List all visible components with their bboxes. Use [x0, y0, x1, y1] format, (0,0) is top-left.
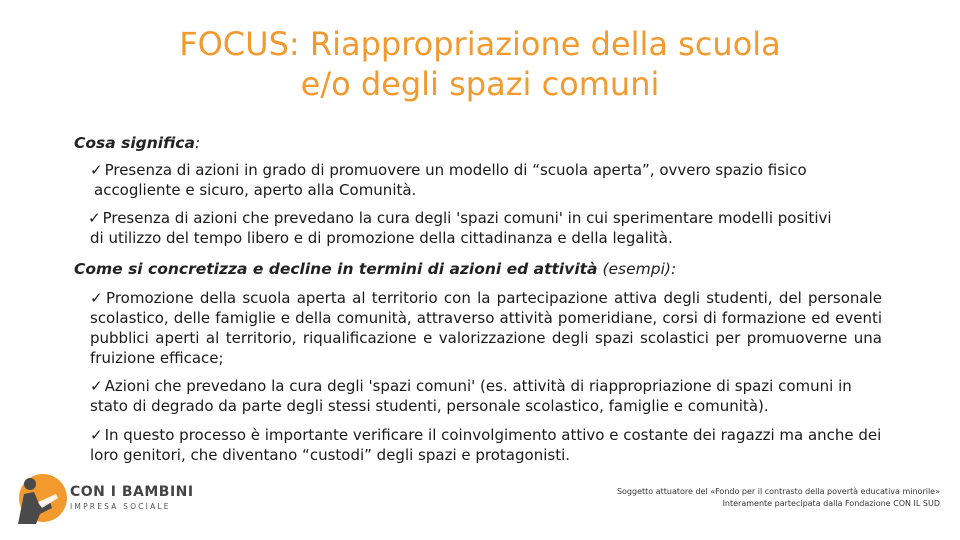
- footer-note-line2: Interamente partecipata dalla Fondazione CON IL SUD: [722, 499, 940, 508]
- list-item-line: di utilizzo del tempo libero e di promozione della cittadinanza e della legalità.: [90, 229, 673, 247]
- logo-subtitle: IMPRESA SOCIALE: [70, 502, 171, 511]
- section-heading-actions: [74, 260, 676, 278]
- list-item: [90, 425, 882, 465]
- slide-title: [0, 24, 960, 104]
- list-item-text: In questo processo è importante verificare il coinvolgimento attivo e costante dei ragazzi ma anche dei loro genitori, che diventano “custodi” degli spazi e protagonisti.: [90, 426, 882, 464]
- slide-title-line2: e/o degli spazi comuni: [300, 65, 660, 103]
- list-item-text: Promozione della scuola aperta al territorio con la partecipazione attiva degli studenti, del personale scolastico, delle famiglie e della comunità, attraverso attività pomeridiane, corsi di formazione ed eventi pubblici aperti al territorio, riqualificazione e valorizzazione degli spazi scolastici per promuoverne una fruizione efficace;: [90, 289, 882, 367]
- check-icon: ✓: [90, 161, 103, 179]
- heading-text: Cosa significa: [74, 134, 195, 152]
- list-item-text: Azioni che prevedano la cura degli 'spazi comuni' (es. attività di riappropriazione di spazi comuni in stato di degrado da parte degli stessi studenti, personale scolastico, famiglie e comunità).: [90, 377, 852, 415]
- footer-note-line1: Soggetto attuatore del «Fondo per il contrasto della povertà educativa minorile»: [616, 487, 940, 496]
- section-heading-meaning: [74, 134, 200, 152]
- list-item-line: Presenza di azioni in grado di promuovere un modello di “scuola aperta”, ovvero spazio fisico: [104, 161, 807, 179]
- logo-name: CON I BAMBINI: [70, 484, 194, 500]
- check-icon: ✓: [90, 289, 105, 307]
- list-item: [90, 376, 882, 416]
- list-item-line: Presenza di azioni che prevedano la cura degli 'spazi comuni' in cui sperimentare modelli positivi: [102, 209, 832, 227]
- slide-title-line1: FOCUS: Riappropriazione della scuola: [179, 25, 781, 63]
- heading-suffix: :: [194, 134, 201, 152]
- list-item: [90, 288, 882, 368]
- list-item: [88, 208, 880, 248]
- check-icon: ✓: [90, 377, 103, 395]
- footer-note: [617, 486, 940, 510]
- check-icon: ✓: [90, 426, 103, 444]
- list-item-line: accogliente e sicuro, aperto alla Comunità.: [94, 181, 417, 199]
- heading-text: Come si concretizza e decline in termini di azioni ed attività: [74, 260, 598, 278]
- list-item: [90, 160, 882, 200]
- heading-suffix: (esempi):: [597, 260, 677, 278]
- check-icon: ✓: [88, 209, 101, 227]
